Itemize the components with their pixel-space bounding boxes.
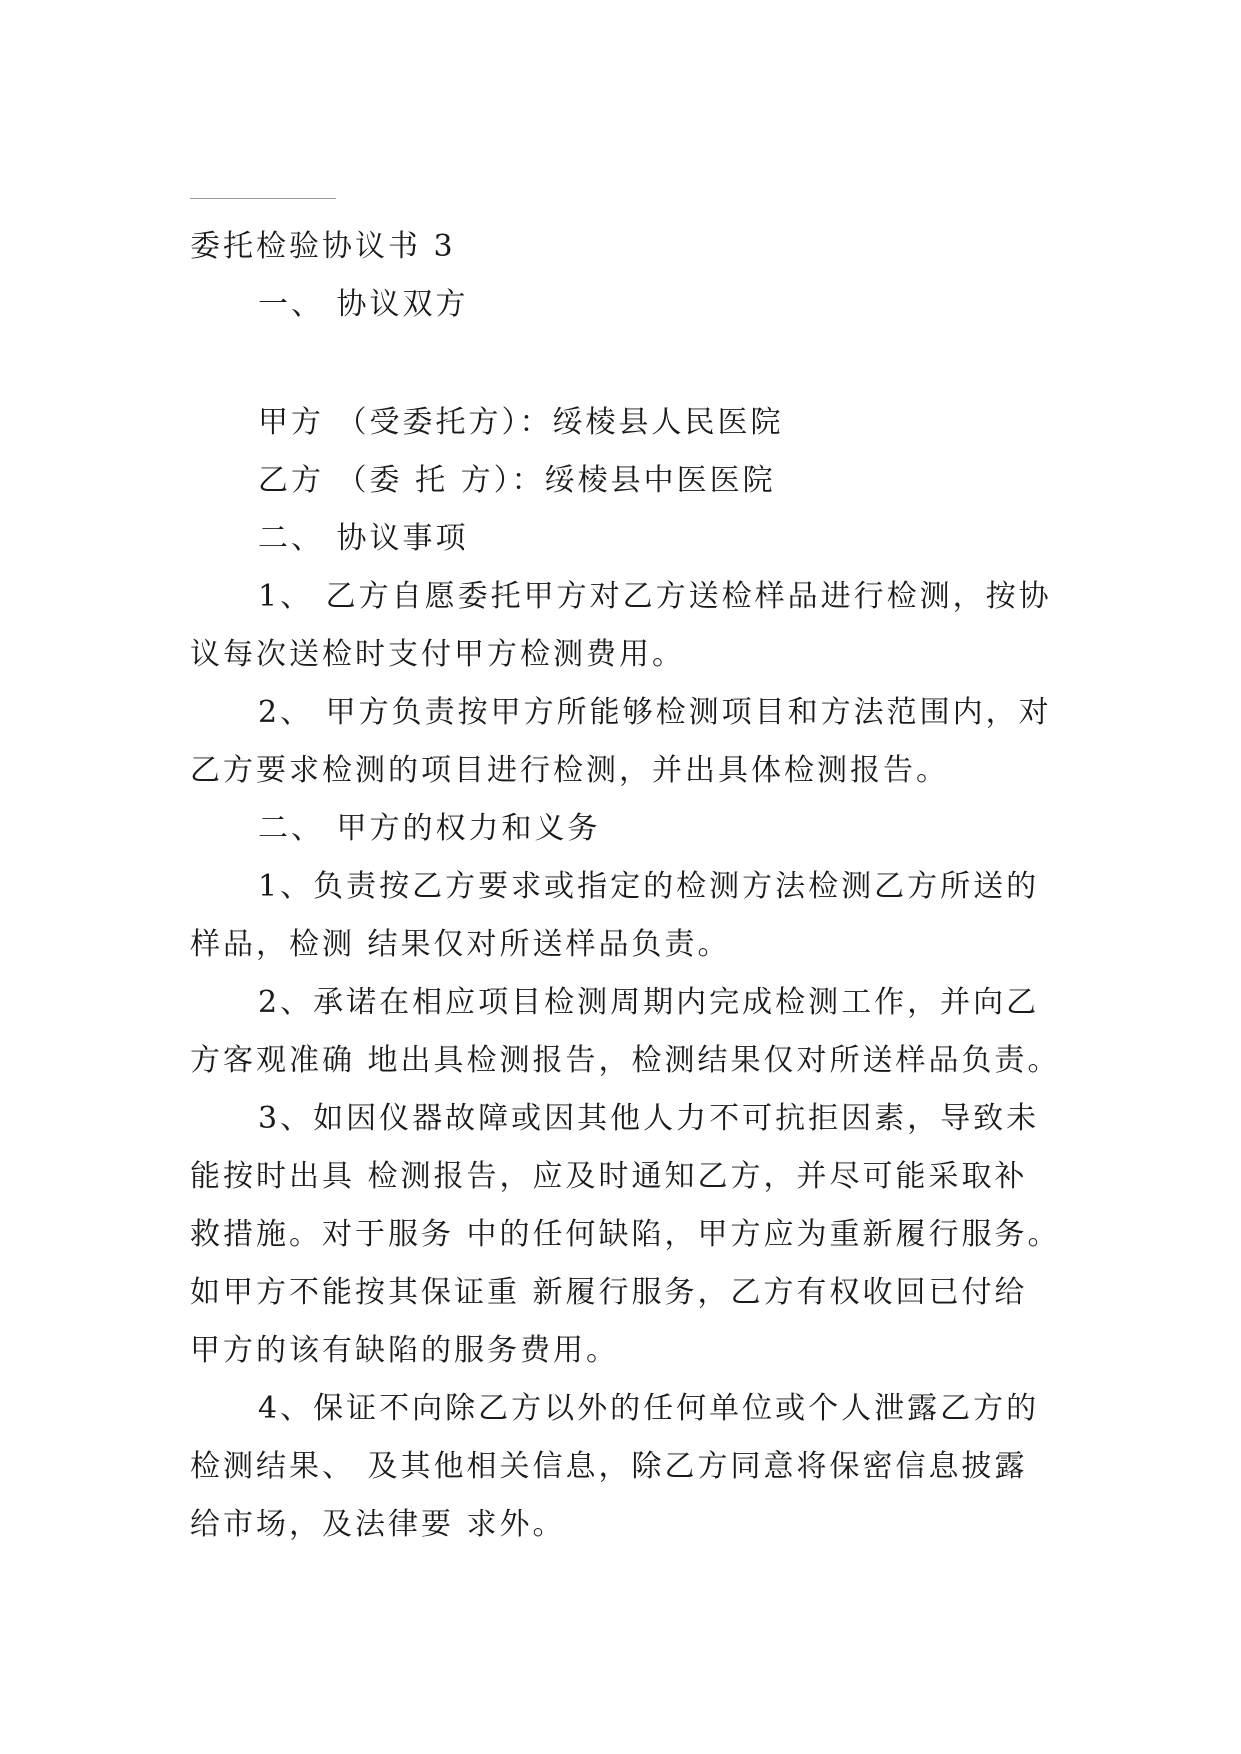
paragraph-line: 议每次送检时支付甲方检测费用。: [190, 637, 685, 672]
blank-gap: [190, 334, 1070, 394]
paragraph-line: 救措施。对于服务 中的任何缺陷，甲方应为重新履行服务。: [190, 1217, 1061, 1252]
paragraph-line: 4、保证不向除乙方以外的任何单位或个人泄露乙方的: [258, 1391, 1040, 1426]
party-a-line: 甲方 （受委托方）：绥棱县人民医院: [258, 405, 784, 440]
section-heading-matters: 二、 协议事项: [258, 521, 469, 556]
paragraph-line: 给市场，及法律要 求外。: [190, 1507, 566, 1542]
paragraph-line: 1、 乙方自愿委托甲方对乙方送检样品进行检测，按协: [258, 579, 1052, 614]
document-body: [190, 218, 1070, 1554]
paragraph-line: 2、承诺在相应项目检测周期内完成检测工作，并向乙: [258, 985, 1040, 1020]
document-title: 委托检验协议书 3: [190, 229, 456, 264]
paragraph-line: 能按时出具 检测报告，应及时通知乙方，并尽可能采取补: [190, 1159, 1028, 1194]
paragraph-line: 乙方要求检测的项目进行检测，并出具体检测报告。: [190, 753, 949, 788]
paragraph-line: 检测结果、 及其他相关信息，除乙方同意将保密信息披露: [190, 1449, 1028, 1484]
paragraph-line: 1、负责按乙方要求或指定的检测方法检测乙方所送的: [258, 869, 1040, 904]
paragraph-line: 样品，检测 结果仅对所送样品负责。: [190, 927, 731, 962]
paragraph-line: 2、 甲方负责按甲方所能够检测项目和方法范围内，对: [258, 695, 1052, 730]
paragraph-line: 3、如因仪器故障或因其他人力不可抗拒因素，导致未: [258, 1101, 1040, 1136]
paragraph-line: 甲方的该有缺陷的服务费用。: [190, 1333, 619, 1368]
paragraph-line: 方客观准确 地出具检测报告，检测结果仅对所送样品负责。: [190, 1043, 1061, 1078]
party-b-line: 乙方 （委 托 方）：绥棱县中医医院: [258, 463, 776, 498]
section-heading-parties: 一、 协议双方: [258, 287, 469, 322]
section-heading-rights: 二、 甲方的权力和义务: [258, 811, 601, 846]
header-rule: [190, 198, 336, 199]
paragraph-line: 如甲方不能按其保证重 新履行服务，乙方有权收回已付给: [190, 1275, 1028, 1310]
